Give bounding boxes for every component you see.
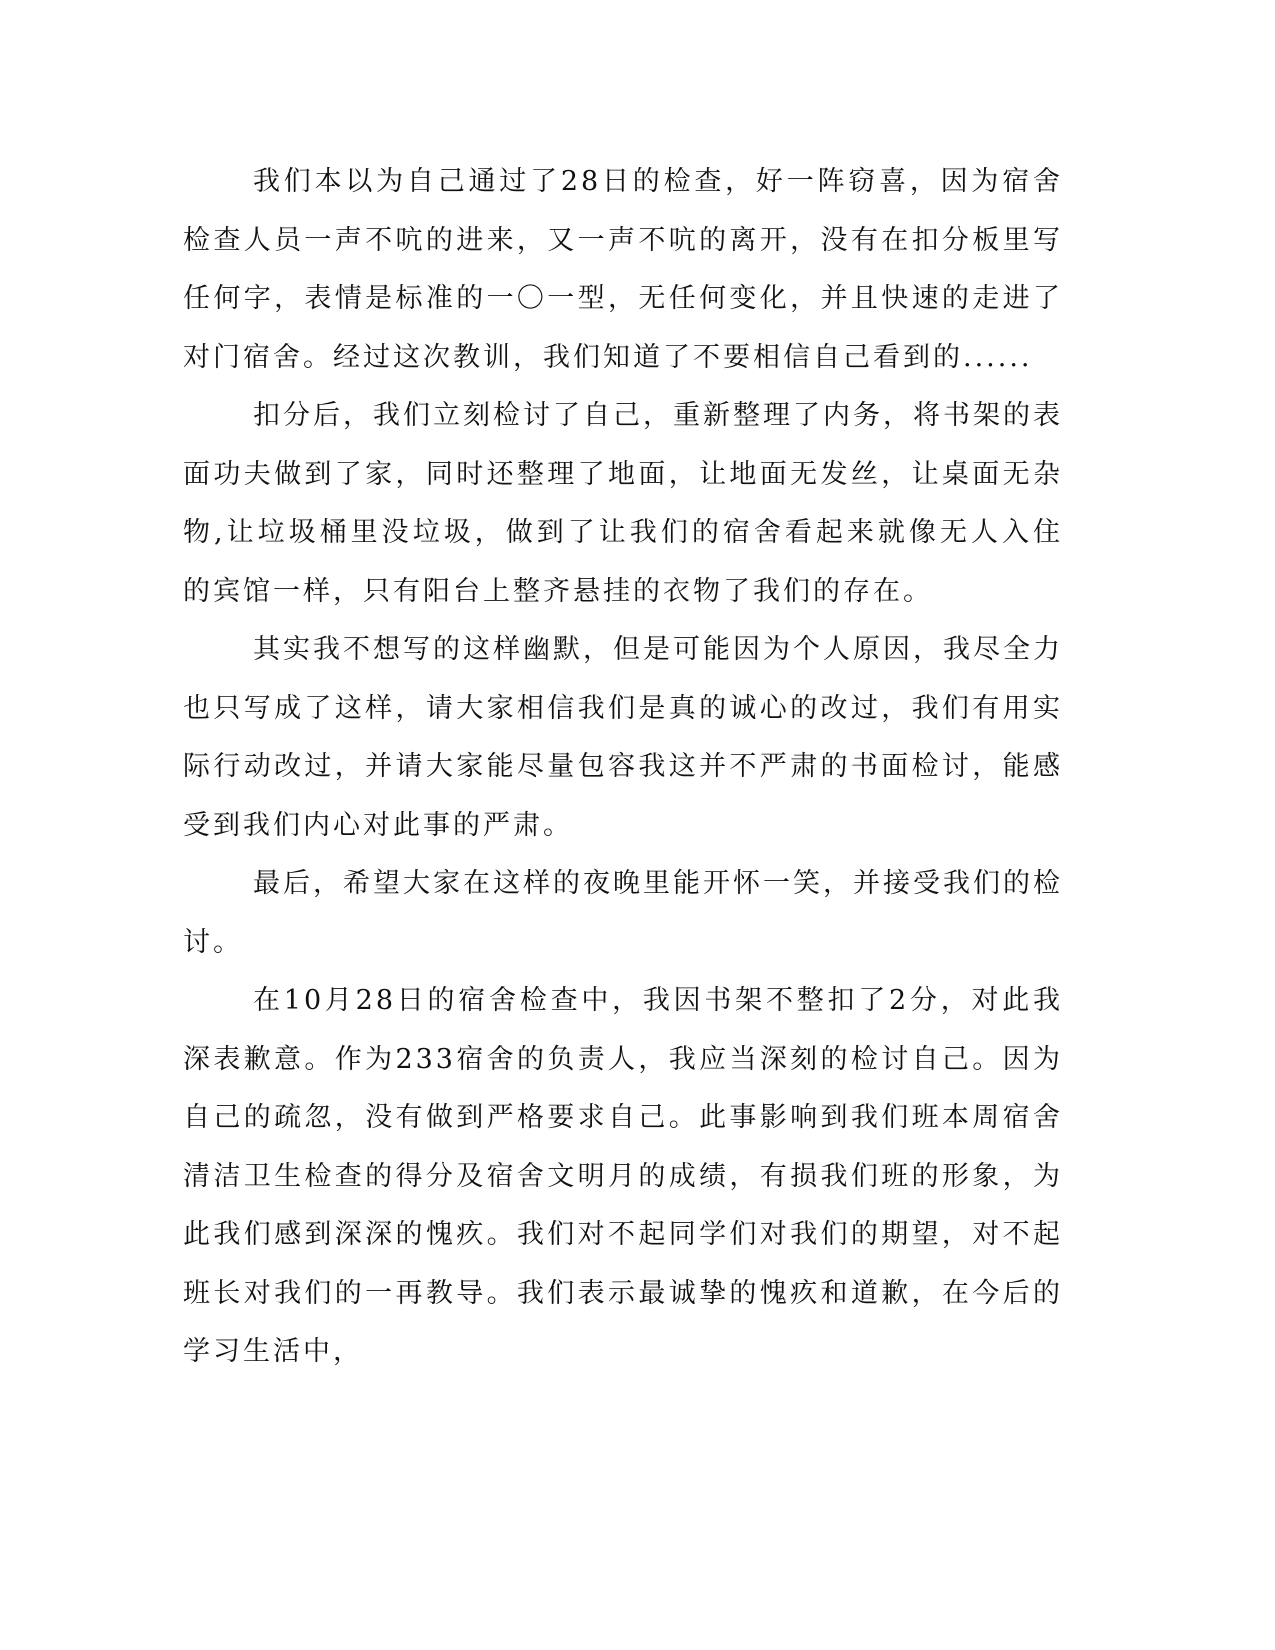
paragraph-4: 最后，希望大家在这样的夜晚里能开怀一笑，并接受我们的检讨。 bbox=[183, 868, 1063, 958]
paragraph-3: 其实我不想写的这样幽默，但是可能因为个人原因，我尽全力也只写成了这样，请大家相信我们是真的诚心的改过，我们有用实际行动改过，并请大家能尽量包容我这并不严肃的书面检讨，能感受到我们内心对此事的严肃。 bbox=[183, 634, 1063, 841]
document-body bbox=[183, 153, 1063, 1382]
paragraph-2: 扣分后，我们立刻检讨了自己，重新整理了内务，将书架的表面功夫做到了家，同时还整理了地面，让地面无发丝，让桌面无杂物,让垃圾桶里没垃圾，做到了让我们的宿舍看起来就像无人入住的宾馆一样，只有阳台上整齐悬挂的衣物了我们的存在。 bbox=[183, 400, 1063, 607]
paragraph-1: 我们本以为自己通过了28日的检查，好一阵窃喜，因为宿舍检查人员一声不吭的进来，又一声不吭的离开，没有在扣分板里写任何字，表情是标准的一〇一型，无任何变化，并且快速的走进了对门宿舍。经过这次教训，我们知道了不要相信自己看到的...... bbox=[183, 166, 1063, 373]
paragraph-5: 在10月28日的宿舍检查中，我因书架不整扣了2分，对此我深表歉意。作为233宿舍的负责人，我应当深刻的检讨自己。因为自己的疏忽，没有做到严格要求自己。此事影响到我们班本周宿舍清洁卫生检查的得分及宿舍文明月的成绩，有损我们班的形象，为此我们感到深深的愧疚。我们对不起同学们对我们的期望，对不起班长对我们的一再教导。我们表示最诚挚的愧疚和道歉，在今后的学习生活中， bbox=[183, 985, 1063, 1367]
